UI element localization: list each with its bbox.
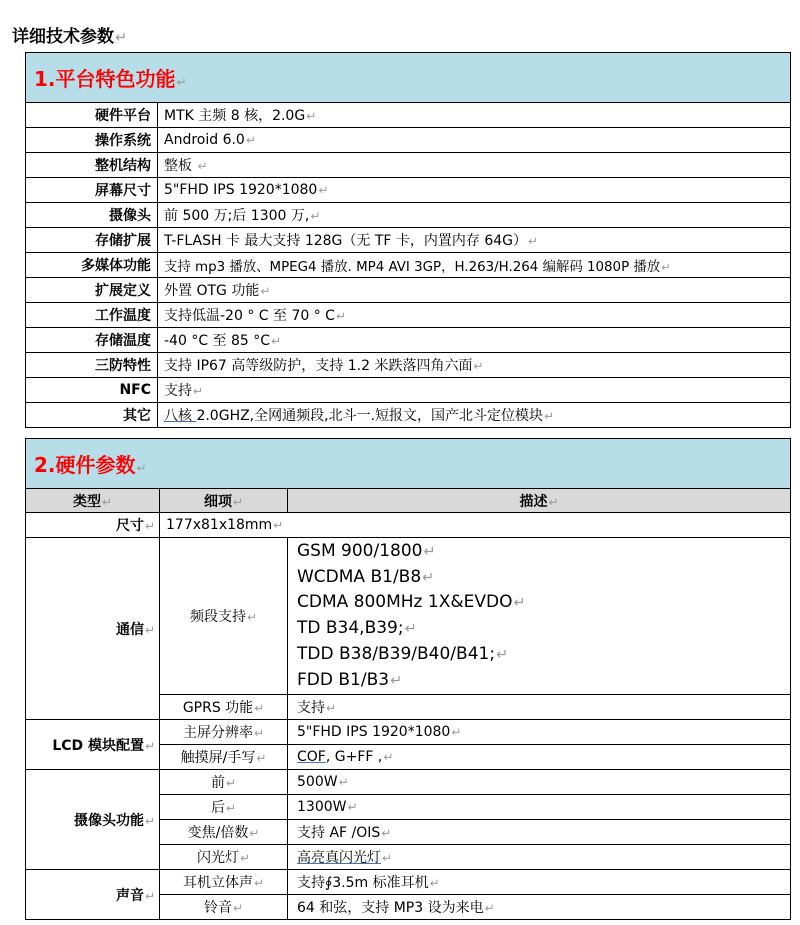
- spec-value: 2.0GHZ,全网通频段,北斗一.短报文，国产北斗定位模块: [196, 408, 544, 424]
- size-value: 177x81x18mm: [166, 517, 273, 533]
- audio-jack-label: 耳机立体声: [183, 875, 254, 892]
- cam-rear-label: 后: [211, 800, 226, 817]
- camera-label: 摄像头功能: [74, 812, 145, 829]
- size-row: [26, 513, 791, 538]
- spec-label: 硬件平台: [95, 108, 151, 124]
- spec-value: 前 500 万;后 1300 万,: [164, 208, 310, 224]
- section-1-title: 1.平台特色功能: [34, 67, 176, 91]
- spec-value: -40 °C 至 85 °C: [164, 333, 271, 349]
- spec-label: 其它: [123, 408, 151, 424]
- section-1-header: [26, 53, 791, 103]
- spec-row: [26, 278, 791, 303]
- audio-label: 声音: [116, 887, 145, 904]
- audio-jack-row: [26, 870, 791, 895]
- spec-row: [26, 128, 791, 153]
- spec-row: [26, 403, 791, 428]
- spec-label: 扩展定义: [95, 283, 151, 299]
- section-2-header: [26, 439, 791, 489]
- band-item: CDMA 800MHz 1X&EVDO ↵: [297, 590, 784, 616]
- cam-front-row: [26, 770, 791, 795]
- spec-value: 支持: [164, 383, 192, 399]
- col-item-header: 细项: [204, 493, 233, 510]
- spec-label: 存储温度: [95, 333, 151, 349]
- spec-row: [26, 228, 791, 253]
- spec-row: [26, 103, 791, 128]
- lcd-main-label: 主屏分辨率: [183, 725, 254, 742]
- cam-flash-value: 高亮真闪光灯: [297, 850, 381, 867]
- col-desc-header: 描述: [519, 493, 548, 510]
- spec-label: NFC: [119, 382, 151, 398]
- spec-value: Android 6.0: [164, 132, 245, 148]
- spec-value: 支持 IP67 高等级防护，支持 1.2 米跌落四角六面: [164, 358, 473, 374]
- band-item: TD B34,B39; ↵: [297, 616, 784, 642]
- cam-rear-value: 1300W: [297, 799, 347, 816]
- band-support-label: 频段支持: [190, 609, 247, 626]
- spec-value: 5"FHD IPS 1920*1080: [164, 182, 318, 198]
- spec-value: 支持低温-20 ° C 至 70 ° C: [164, 308, 335, 324]
- spec-label: 屏幕尺寸: [95, 183, 151, 199]
- spec-row: [26, 153, 791, 178]
- audio-jack-value: 支持∮3.5m 标准耳机: [297, 875, 429, 892]
- band-item: TDD B38/B39/B40/B41; ↵: [297, 642, 784, 668]
- spec-label: 整机结构: [95, 158, 151, 174]
- band-item: WCDMA B1/B8 ↵: [297, 565, 784, 591]
- col-type-header: 类型: [73, 493, 102, 510]
- spec-value: T-FLASH 卡 最大支持 128G（无 TF 卡，内置内存 64G）: [164, 233, 528, 249]
- spec-label: 工作温度: [95, 308, 151, 324]
- lcd-label: LCD 模块配置: [52, 737, 145, 754]
- spec-row: [26, 378, 791, 403]
- spec-row: [26, 328, 791, 353]
- spec-value: 整板: [164, 158, 197, 174]
- platform-features-table: [25, 52, 791, 428]
- band-item: FDD B1/B3 ↵: [297, 668, 784, 694]
- lcd-main-row: [26, 720, 791, 745]
- cam-focus-value: 支持 AF /OIS: [297, 825, 381, 842]
- spec-row: [26, 203, 791, 228]
- section-2-title: 2.硬件参数: [34, 453, 136, 477]
- lcd-touch-label: 触摸屏/手写: [180, 750, 256, 767]
- spec-value: 支持 mp3 播放、MPEG4 播放. MP4 AVI 3GP，H.263/H.264 编解码 1080P 播放: [164, 259, 661, 275]
- gprs-value: 支持: [297, 700, 325, 717]
- cam-focus-label: 变焦/倍数: [187, 825, 249, 842]
- spec-label: 三防特性: [95, 358, 151, 374]
- spec-row: [26, 353, 791, 378]
- hardware-params-table: [25, 438, 791, 920]
- cam-flash-label: 闪光灯: [197, 850, 240, 867]
- spec-row: [26, 303, 791, 328]
- spec-value: MTK 主频 8 核，2.0G: [164, 108, 306, 124]
- cam-front-value: 500W: [297, 774, 338, 791]
- comm-band-row: [26, 538, 791, 695]
- size-label: 尺寸: [116, 518, 145, 534]
- lcd-touch-value: , G+FF ,: [325, 749, 383, 766]
- spec-row: [26, 178, 791, 203]
- spec-label: 存储扩展: [95, 233, 151, 249]
- cam-front-label: 前: [211, 775, 226, 792]
- comm-label: 通信: [116, 621, 145, 638]
- spec-value-underlined: 八核: [164, 408, 197, 424]
- spec-row: [26, 253, 791, 278]
- spec-value: 外置 OTG 功能: [164, 283, 260, 299]
- spec-label: 摄像头: [109, 208, 151, 224]
- spec-label: 操作系统: [95, 133, 151, 149]
- column-header-row: [26, 489, 791, 513]
- audio-ring-label: 铃音: [204, 900, 233, 917]
- spec-label: 多媒体功能: [81, 258, 151, 274]
- lcd-touch-value-underlined: COF: [297, 749, 326, 766]
- gprs-label: GPRS 功能: [182, 700, 254, 717]
- audio-ring-value: 64 和弦，支持 MP3 设为来电: [297, 900, 484, 917]
- band-item: GSM 900/1800 ↵: [297, 539, 784, 565]
- lcd-main-value: 5"FHD IPS 1920*1080: [297, 724, 451, 741]
- page-title: 详细技术参数 ↵: [12, 22, 127, 47]
